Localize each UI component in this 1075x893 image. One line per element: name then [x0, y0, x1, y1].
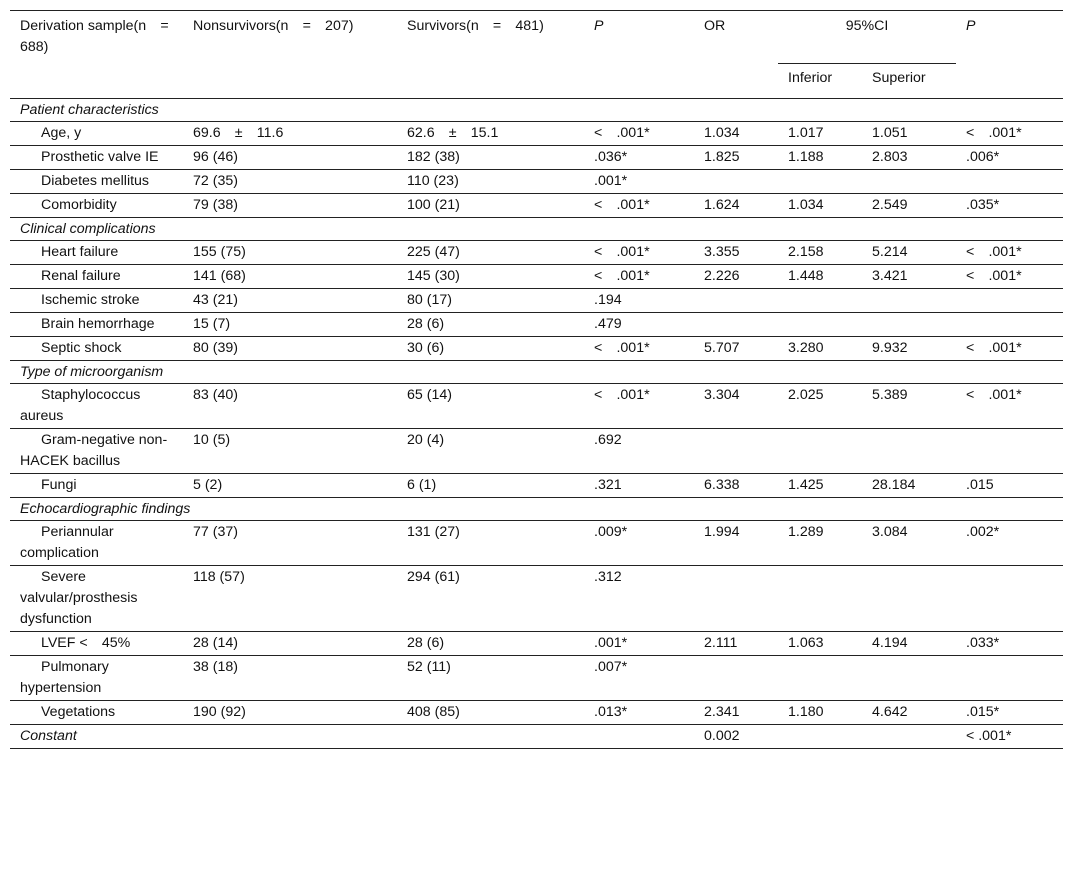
or-cell: 3.355 [694, 241, 778, 265]
survivors-cell: 28 (6) [397, 632, 584, 656]
survivors-cell: 110 (23) [397, 170, 584, 194]
header-derivation: Derivation sample(n = 688) [20, 18, 183, 55]
row-label-text: Comorbidity [41, 197, 117, 213]
nonsurvivors-cell: 5 (2) [183, 474, 397, 498]
ci-inferior-cell: 1.034 [778, 194, 862, 218]
ci-superior-cell: 3.084 [862, 521, 956, 566]
section-header [10, 361, 1063, 384]
constant-label: Constant [10, 725, 694, 749]
table-row [10, 566, 1063, 632]
table-row [10, 656, 1063, 701]
p-value-cell: .036* [584, 146, 694, 170]
or-cell: 2.341 [694, 701, 778, 725]
section-header [10, 218, 1063, 241]
row-label [10, 194, 183, 218]
ci-inferior-cell: 1.017 [778, 122, 862, 146]
row-label [10, 632, 183, 656]
table-row [10, 474, 1063, 498]
adjusted-p-cell [956, 313, 1063, 337]
or-cell: 6.338 [694, 474, 778, 498]
p-value-cell: .312 [584, 566, 694, 632]
table-row [10, 701, 1063, 725]
row-label-text: Fungi [41, 477, 77, 493]
adjusted-p-cell: .035* [956, 194, 1063, 218]
header-p: P [594, 18, 604, 34]
ci-inferior-cell [778, 170, 862, 194]
ci-superior-cell [862, 289, 956, 313]
header-nonsurvivors: Nonsurvivors(n = 207) [193, 18, 354, 34]
row-label-text: Severe valvular/prosthesis dysfunction [20, 569, 142, 627]
row-label [10, 122, 183, 146]
section-header [10, 498, 1063, 521]
adjusted-p-cell: < .001* [956, 241, 1063, 265]
row-label [10, 701, 183, 725]
p-value-cell: .007* [584, 656, 694, 701]
nonsurvivors-cell: 10 (5) [183, 429, 397, 474]
header-p2: P [966, 18, 976, 34]
row-label-text: Pulmonary hypertension [20, 659, 113, 696]
p-value-cell: < .001* [584, 194, 694, 218]
ci-inferior-cell: 1.188 [778, 146, 862, 170]
results-table [10, 10, 1063, 749]
survivors-cell: 145 (30) [397, 265, 584, 289]
or-cell: 2.226 [694, 265, 778, 289]
adjusted-p-cell [956, 656, 1063, 701]
header-or: OR [704, 18, 726, 34]
survivors-cell: 294 (61) [397, 566, 584, 632]
p-value-cell: < .001* [584, 384, 694, 429]
ci-inferior-cell [778, 566, 862, 632]
adjusted-p-cell [956, 429, 1063, 474]
or-cell: 1.994 [694, 521, 778, 566]
ci-inferior-cell: 1.425 [778, 474, 862, 498]
section-title: Clinical complications [10, 218, 1063, 241]
table-row [10, 313, 1063, 337]
survivors-cell: 6 (1) [397, 474, 584, 498]
ci-inferior-cell [778, 429, 862, 474]
survivors-cell: 65 (14) [397, 384, 584, 429]
ci-inferior-cell: 2.025 [778, 384, 862, 429]
or-cell: 1.825 [694, 146, 778, 170]
table-row [10, 122, 1063, 146]
ci-inferior-cell: 1.448 [778, 265, 862, 289]
or-cell: 5.707 [694, 337, 778, 361]
table-row [10, 632, 1063, 656]
table-row [10, 241, 1063, 265]
row-label [10, 656, 183, 701]
header-survivors: Survivors(n = 481) [407, 18, 544, 34]
ci-inferior-cell: 2.158 [778, 241, 862, 265]
nonsurvivors-cell: 77 (37) [183, 521, 397, 566]
adjusted-p-cell: < .001* [956, 337, 1063, 361]
row-label [10, 474, 183, 498]
p-value-cell: < .001* [584, 122, 694, 146]
survivors-cell: 182 (38) [397, 146, 584, 170]
survivors-cell: 28 (6) [397, 313, 584, 337]
or-cell [694, 429, 778, 474]
ci-superior-cell [862, 656, 956, 701]
row-label [10, 241, 183, 265]
p-value-cell: .013* [584, 701, 694, 725]
ci-superior-cell: 28.184 [862, 474, 956, 498]
ci-superior-cell [862, 170, 956, 194]
table-row [10, 194, 1063, 218]
adjusted-p-cell [956, 289, 1063, 313]
ci-superior-cell: 4.642 [862, 701, 956, 725]
survivors-cell: 20 (4) [397, 429, 584, 474]
p-value-cell: .194 [584, 289, 694, 313]
or-cell [694, 566, 778, 632]
or-cell [694, 170, 778, 194]
table-row [10, 429, 1063, 474]
row-label [10, 265, 183, 289]
row-label-text: Staphylococcus aureus [20, 387, 145, 424]
ci-inferior-cell [778, 313, 862, 337]
nonsurvivors-cell: 69.6 ± 11.6 [183, 122, 397, 146]
header-superior: Superior [872, 70, 926, 86]
row-label [10, 337, 183, 361]
ci-superior-cell [862, 313, 956, 337]
row-label [10, 146, 183, 170]
survivors-cell: 30 (6) [397, 337, 584, 361]
row-label [10, 313, 183, 337]
section-title: Type of microorganism [10, 361, 1063, 384]
constant-or: 0.002 [694, 725, 778, 749]
header-inferior: Inferior [788, 70, 833, 86]
ci-superior-cell: 3.421 [862, 265, 956, 289]
survivors-cell: 52 (11) [397, 656, 584, 701]
ci-superior-cell [862, 429, 956, 474]
ci-superior-cell: 2.803 [862, 146, 956, 170]
p-value-cell: .321 [584, 474, 694, 498]
adjusted-p-cell: .033* [956, 632, 1063, 656]
p-value-cell: .001* [584, 170, 694, 194]
row-label-text: Septic shock [41, 340, 122, 356]
adjusted-p-cell: .002* [956, 521, 1063, 566]
row-label [10, 289, 183, 313]
row-label-text: Heart failure [41, 244, 119, 260]
header-ci: 95%CI [778, 11, 956, 64]
p-value-cell: .009* [584, 521, 694, 566]
row-label-text: Diabetes mellitus [41, 173, 150, 189]
nonsurvivors-cell: 79 (38) [183, 194, 397, 218]
p-value-cell: < .001* [584, 241, 694, 265]
row-label-text: Periannular complication [20, 524, 118, 561]
ci-superior-cell: 9.932 [862, 337, 956, 361]
row-label-text: Renal failure [41, 268, 121, 284]
table-row [10, 170, 1063, 194]
row-label-text: Brain hemorrhage [41, 316, 155, 332]
ci-inferior-cell: 1.063 [778, 632, 862, 656]
adjusted-p-cell: < .001* [956, 265, 1063, 289]
or-cell: 1.034 [694, 122, 778, 146]
row-label-text: Prosthetic valve IE [41, 149, 159, 165]
table-row [10, 384, 1063, 429]
nonsurvivors-cell: 80 (39) [183, 337, 397, 361]
survivors-cell: 131 (27) [397, 521, 584, 566]
or-cell [694, 313, 778, 337]
nonsurvivors-cell: 96 (46) [183, 146, 397, 170]
adjusted-p-cell: .015* [956, 701, 1063, 725]
ci-inferior-cell [778, 289, 862, 313]
constant-p2: < .001* [956, 725, 1063, 749]
nonsurvivors-cell: 155 (75) [183, 241, 397, 265]
section-title: Patient characteristics [10, 99, 1063, 122]
p-value-cell: < .001* [584, 337, 694, 361]
ci-superior-cell: 1.051 [862, 122, 956, 146]
adjusted-p-cell: < .001* [956, 122, 1063, 146]
constant-empty-inf [778, 725, 862, 749]
constant-empty-sup [862, 725, 956, 749]
ci-superior-cell: 4.194 [862, 632, 956, 656]
nonsurvivors-cell: 190 (92) [183, 701, 397, 725]
p-value-cell: .692 [584, 429, 694, 474]
row-label [10, 384, 183, 429]
nonsurvivors-cell: 83 (40) [183, 384, 397, 429]
adjusted-p-cell: < .001* [956, 384, 1063, 429]
row-label [10, 429, 183, 474]
ci-superior-cell: 5.389 [862, 384, 956, 429]
or-cell: 1.624 [694, 194, 778, 218]
nonsurvivors-cell: 38 (18) [183, 656, 397, 701]
table-row [10, 146, 1063, 170]
row-label [10, 566, 183, 632]
survivors-cell: 408 (85) [397, 701, 584, 725]
header-row [10, 11, 1063, 64]
survivors-cell: 100 (21) [397, 194, 584, 218]
row-label [10, 521, 183, 566]
nonsurvivors-cell: 43 (21) [183, 289, 397, 313]
ci-inferior-cell: 3.280 [778, 337, 862, 361]
row-label-text: LVEF < 45% [41, 635, 131, 651]
ci-superior-cell [862, 566, 956, 632]
ci-superior-cell: 5.214 [862, 241, 956, 265]
nonsurvivors-cell: 72 (35) [183, 170, 397, 194]
survivors-cell: 62.6 ± 15.1 [397, 122, 584, 146]
ci-superior-cell: 2.549 [862, 194, 956, 218]
row-label-text: Vegetations [41, 704, 116, 720]
or-cell: 2.111 [694, 632, 778, 656]
row-label-text: Age, y [41, 125, 82, 141]
survivors-cell: 225 (47) [397, 241, 584, 265]
adjusted-p-cell [956, 170, 1063, 194]
ci-inferior-cell [778, 656, 862, 701]
section-header [10, 99, 1063, 122]
or-cell [694, 289, 778, 313]
row-label-text: Gram-negative non-HACEK bacillus [20, 432, 168, 469]
table-row [10, 521, 1063, 566]
ci-inferior-cell: 1.289 [778, 521, 862, 566]
constant-row [10, 725, 1063, 749]
or-cell: 3.304 [694, 384, 778, 429]
or-cell [694, 656, 778, 701]
adjusted-p-cell: .006* [956, 146, 1063, 170]
ci-inferior-cell: 1.180 [778, 701, 862, 725]
row-label-text: Ischemic stroke [41, 292, 140, 308]
nonsurvivors-cell: 141 (68) [183, 265, 397, 289]
nonsurvivors-cell: 28 (14) [183, 632, 397, 656]
table-row [10, 265, 1063, 289]
table-row [10, 289, 1063, 313]
p-value-cell: .001* [584, 632, 694, 656]
nonsurvivors-cell: 118 (57) [183, 566, 397, 632]
row-label [10, 170, 183, 194]
nonsurvivors-cell: 15 (7) [183, 313, 397, 337]
adjusted-p-cell [956, 566, 1063, 632]
survivors-cell: 80 (17) [397, 289, 584, 313]
adjusted-p-cell: .015 [956, 474, 1063, 498]
section-title: Echocardiographic findings [10, 498, 1063, 521]
p-value-cell: < .001* [584, 265, 694, 289]
table-row [10, 337, 1063, 361]
p-value-cell: .479 [584, 313, 694, 337]
